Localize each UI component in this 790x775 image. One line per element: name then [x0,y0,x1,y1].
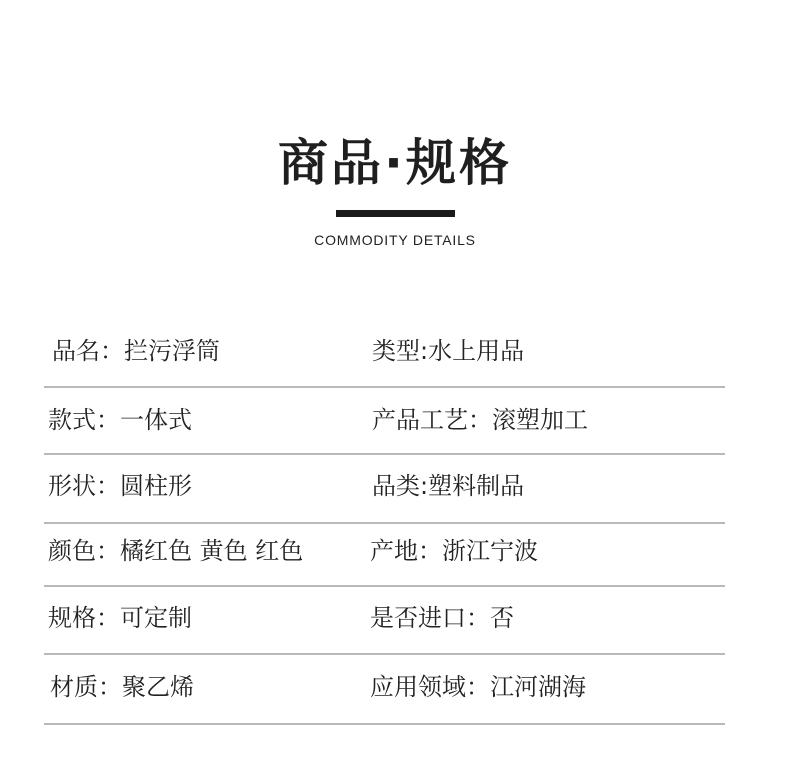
spec-row [44,318,725,388]
spec-cell-process: 产品工艺：滚塑加工 [372,406,588,434]
spec-cell-name: 品名：拦污浮筒 [52,337,220,365]
spec-cell-application: 应用领域：江河湖海 [370,673,586,701]
page-subtitle: COMMODITY DETAILS [314,232,476,248]
page-title: 商品·规格 [278,134,512,192]
spec-row [44,455,725,524]
page-header [0,128,790,248]
spec-row [44,655,725,725]
spec-cell-color: 颜色：橘红色 黄色 红色 [48,537,304,565]
spec-cell-imported: 是否进口：否 [370,604,514,632]
spec-table [44,318,725,725]
spec-cell-size: 规格：可定制 [48,604,192,632]
spec-cell-type: 类型:水上用品 [372,337,525,365]
spec-row [44,388,725,455]
spec-row [44,587,725,655]
spec-cell-origin: 产地：浙江宁波 [370,537,538,565]
title-underline [336,210,455,217]
spec-cell-shape: 形状：圆柱形 [48,472,192,500]
spec-row [44,524,725,587]
spec-cell-category: 品类:塑料制品 [372,472,525,500]
spec-cell-material: 材质：聚乙烯 [50,673,194,701]
spec-cell-style: 款式：一体式 [48,406,192,434]
